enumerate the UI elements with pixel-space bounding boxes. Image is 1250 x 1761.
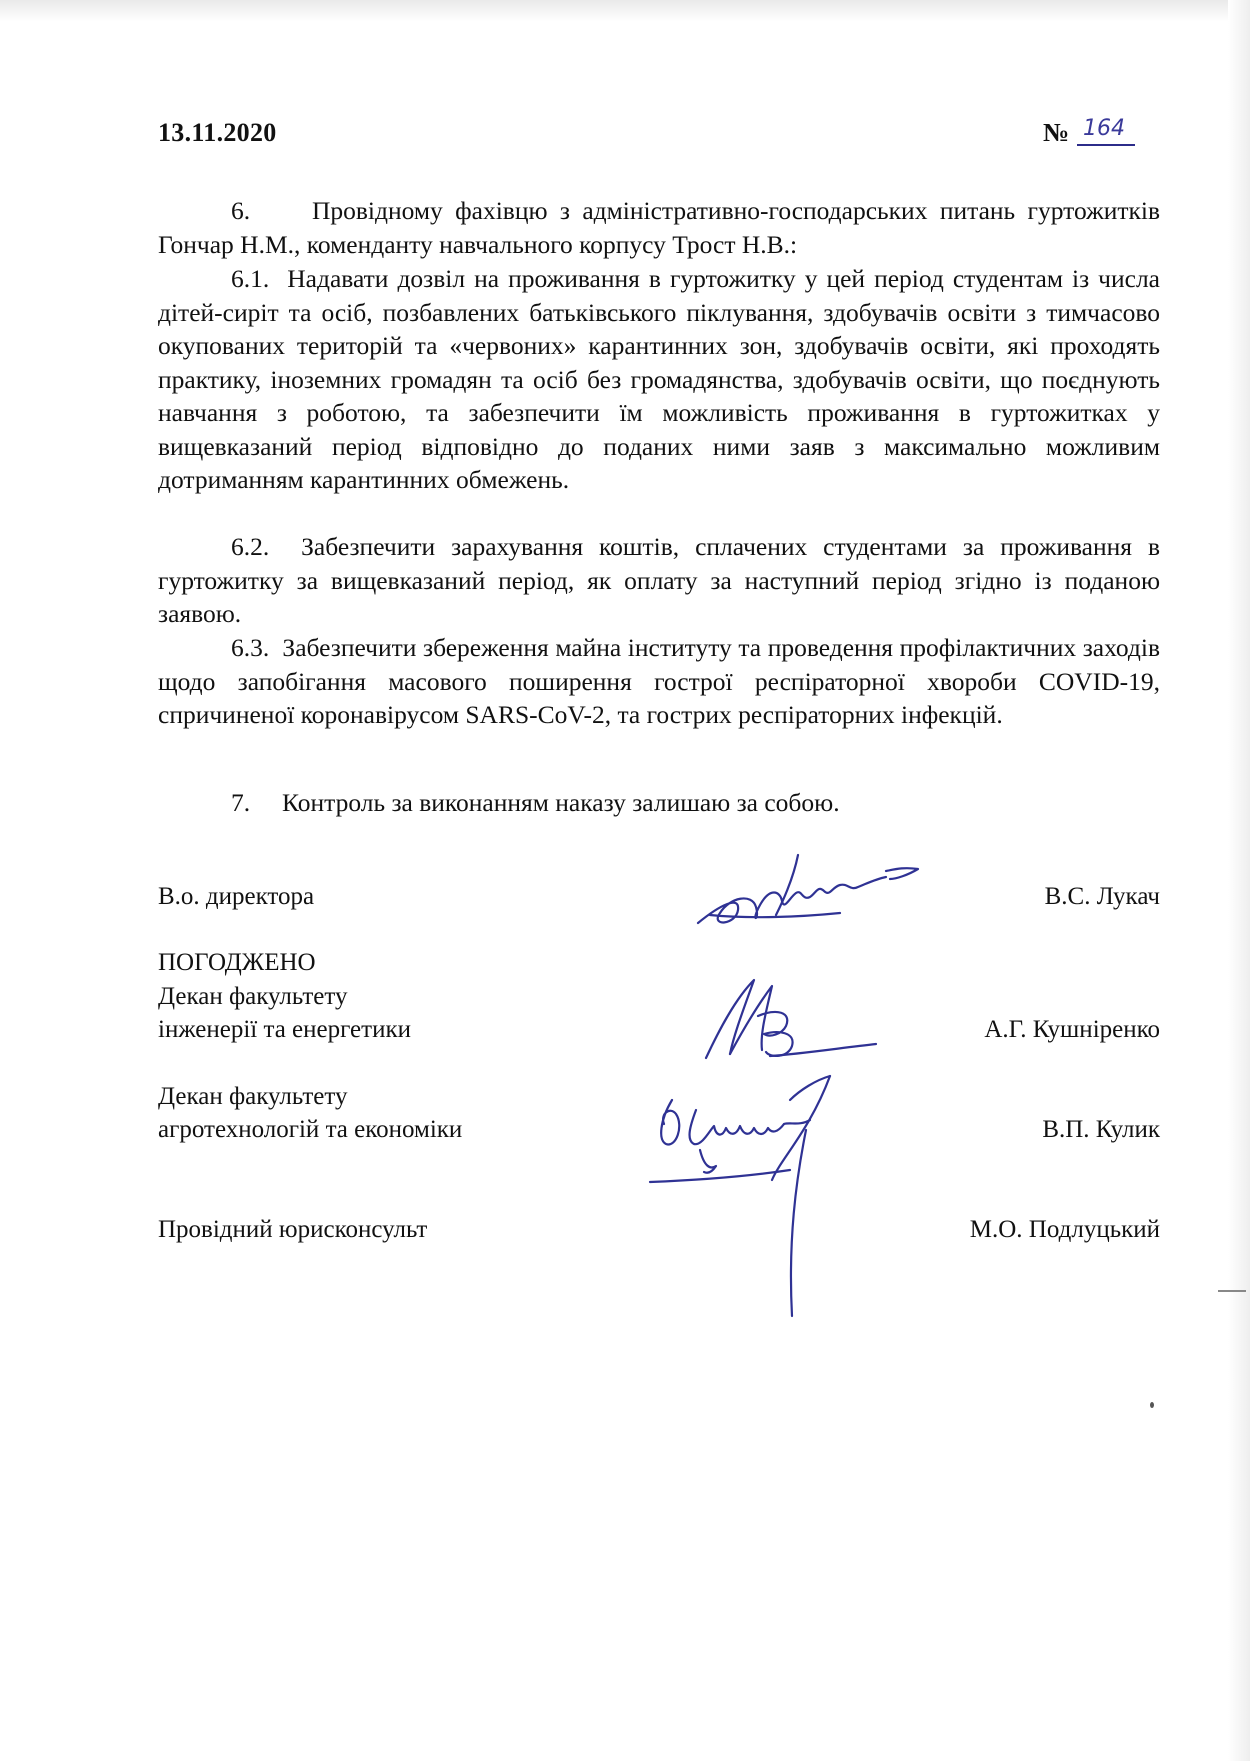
- clause-6-2: 6.2. Забезпечити зарахування коштів, сплачених студентами за проживання в гуртожитку за вищевказаний період, як оплату за наступний період згідно із поданою заявою.: [158, 532, 1160, 628]
- dean2-title-line1: Декан факультету: [158, 1083, 348, 1110]
- clause-6-3: 6.3. Забезпечити збереження майна інституту та проведення профілактичних заходів щодо запобігання масового поширення гострої респіраторної хвороби COVID-19, спричиненої коронавірусом SARS-CoV-2, та гострих респіраторних інфекцій.: [158, 633, 1160, 729]
- director-name: В.С. Лукач: [1044, 883, 1160, 910]
- document-number-label: №: [1043, 118, 1070, 147]
- dean1-title-line2: інженерії та енергетики: [158, 1016, 411, 1043]
- dean1-title-line1: Декан факультету: [158, 983, 348, 1010]
- dean2-name: В.П. Кулик: [1042, 1116, 1160, 1143]
- lawyer-title: Провідний юрисконсульт: [158, 1216, 428, 1243]
- document-date: 13.11.2020: [158, 118, 277, 147]
- approved-label: ПОГОДЖЕНО: [158, 949, 316, 976]
- dean1-name: А.Г. Кушніренко: [984, 1016, 1160, 1043]
- clause-6-1: 6.1. Надавати дозвіл на проживання в гуртожитку у цей період студентам із числа дітей-сиріт та осіб, позбавлених батьківського піклування, здобувачів освіти з тимчасово окупованих територій та «червоних» карантинних зон, здобувачів освіти, які проходять практику, іноземних громадян та осіб без громадянства, здобувачів освіти, що поєднують навчання з роботою, та забезпечити їм можливість проживання в гуртожитках у вищевказаний період відповідно до поданих ними заяв з максимально можливим дотриманням карантинних обмежень.: [158, 264, 1160, 494]
- dean1-signature: [700, 968, 880, 1068]
- scan-speck: [1150, 1402, 1154, 1408]
- scan-speck: [1218, 1290, 1246, 1292]
- scan-edge: [0, 0, 1250, 22]
- lawyer-name: М.О. Подлуцький: [969, 1216, 1160, 1243]
- clause-6: 6. Провідному фахівцю з адміністративно-господарських питань гуртожитків Гончар Н.М., коменданту навчального корпусу Трост Н.В.:: [158, 196, 1160, 259]
- dean2-title-line2: агротехнологій та економіки: [158, 1116, 463, 1143]
- scan-edge: [1228, 0, 1250, 1761]
- director-title: В.о. директора: [158, 883, 315, 910]
- dean2-signature: [640, 1070, 900, 1350]
- document-number-value: 164: [1077, 116, 1135, 146]
- clause-7: 7. Контроль за виконанням наказу залишаю за собою.: [231, 788, 840, 817]
- director-signature: [690, 835, 930, 935]
